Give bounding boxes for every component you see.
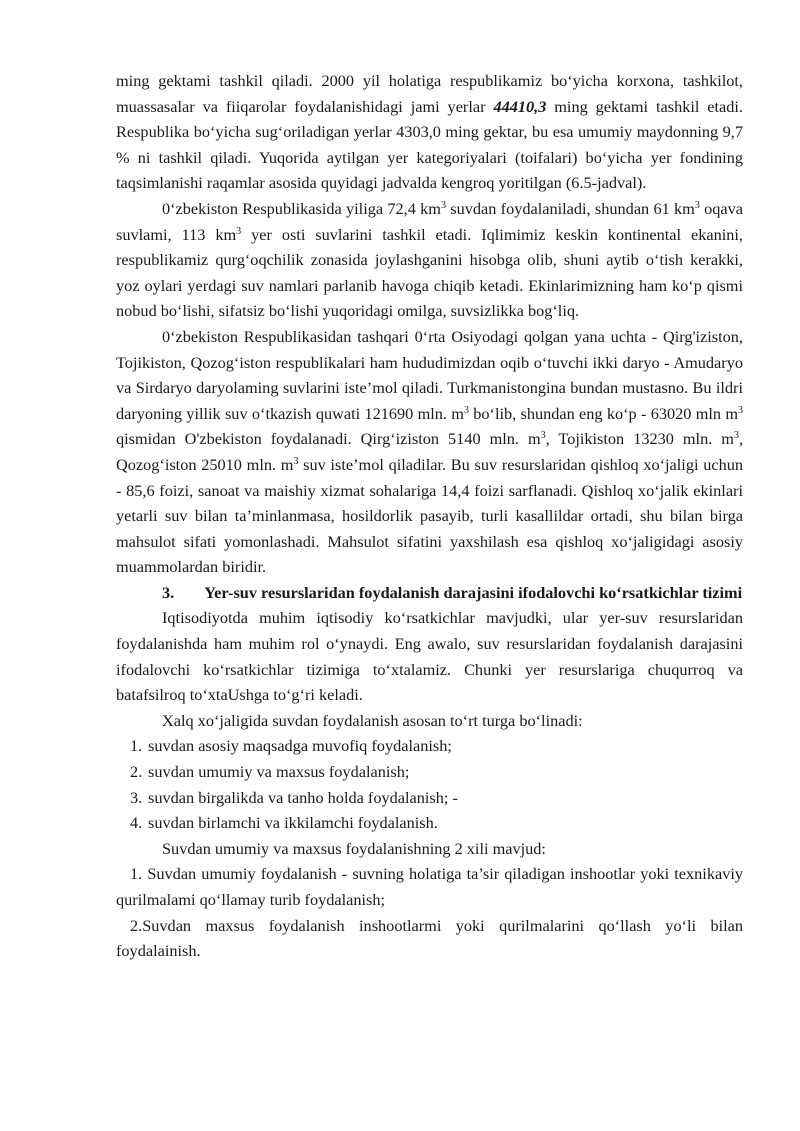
superscript: 3 — [733, 430, 739, 442]
list-number: 1. — [130, 736, 143, 756]
list-text: suvdan birlamchi va ikkilamchi foydalanish. — [148, 813, 438, 833]
list-item — [116, 733, 743, 759]
paragraph-2 — [116, 196, 743, 324]
superscript: 3 — [694, 199, 700, 211]
text-run: ming gektami tashkil qiladi. 2000 yil holatiga respublikamiz bo‘yicha korxona, tashkilot, muassasalar va fiiqarolar foydalanishidagi jami yerlar — [116, 71, 743, 116]
list-text: suvdan umumiy va maxsus foydalanish; — [148, 762, 410, 782]
list-number: 1. — [130, 864, 143, 884]
superscript: 3 — [540, 430, 546, 442]
superscript: 3 — [738, 404, 743, 416]
superscript: 3 — [463, 404, 469, 416]
paragraph-3 — [116, 324, 743, 580]
list-number: 2. — [130, 915, 143, 935]
section-title: Yer-suv resurslaridan foydalanish darajasini ifodalovchi ko‘rsatkichlar tizimi — [204, 582, 743, 602]
superscript: 3 — [293, 455, 299, 467]
text-run: , Tojikiston 13230 mln. m — [545, 429, 734, 449]
list-item — [116, 861, 743, 912]
list-item — [116, 759, 743, 785]
section-number: 3. — [162, 582, 175, 602]
list-number: 3. — [130, 787, 143, 807]
usage-types-list — [116, 733, 743, 835]
text-run: 0‘zbekiston Respublikasidan tashqari 0‘rta Osiyodagi qolgan yana uchta - Qirg'iziston, Tojikiston, Qozog‘iston respublikalari ham hududimizdan oqib o‘tuvchi ikki daryo - Amudaryo va Sirdaryo daryolaming suvlarini iste’mol qiladi. Turkmanistongina bundan mustasno. Bu ildri daryoning yillik suv o‘tkazish quwati 121690 mln. m — [116, 326, 743, 423]
list-text: suvdan birgalikda va tanho holda foydalanish; - — [148, 787, 458, 807]
text-run: yer osti suvlarini tashkil etadi. Iqlimimiz keskin kontinental ekanini, respublikamiz qurg‘oqchilik zonasida joylashganini hisobga olib, shuni aytib o‘tish kerakki, yoz oylari yerdagi suv namlari parlanib havoga chiqib ketadi. Ekinlarimizning ham ko‘p qismi nobud bo‘lishi, sifatsiz bo‘lishi yuqoridagi omilga, suvsizlikka bog‘liq. — [116, 224, 743, 321]
superscript: 3 — [440, 199, 446, 211]
text-run: qismidan O'zbekiston foydalanadi. Qirg‘iziston 5140 mln. m — [116, 429, 541, 449]
list-number: 4. — [130, 813, 143, 833]
text-run: ming gektami tashkil etadi. Respublika bo‘yicha sug‘oriladigan yerlar 4303,0 ming gektar, bu esa umumiy maydonning 9,7 % ni tashkil qiladi. Yuqorida aytilgan yer kategoriyalari (toifalari) bo‘yicha yer fondining taqsimlanishi raqamlar asosida quyidagi jadvalda kengroq yoritilgan (6.5-jadval). — [116, 96, 744, 193]
list-item — [116, 785, 743, 811]
usage-kinds-list — [116, 861, 743, 963]
paragraph-4: Iqtisodiyotda muhim iqtisodiy ko‘rsatkichlar mavjudki, ular yer-suv resurslaridan foydalanishda ham muhim rol o‘ynaydi. Eng awalo, suv resurslaridan foydalanish darajasini ifodalovchi ko‘rsatkichlar tizimiga to‘xtalamiz. Chunki yer resurslariga chuqurroq va batafsilroq to‘xtaUshga to‘g‘ri keladi. — [116, 608, 743, 705]
list-number: 2. — [130, 762, 143, 782]
text-run: 0‘zbekiston Respublikasida yiliga 72,4 km — [162, 198, 441, 218]
list-item — [116, 810, 743, 836]
text-run: suvdan foydalaniladi, shundan 61 km — [445, 198, 695, 218]
text-run: bo‘lib, shundan eng ko‘p - 63020 mln m — [468, 403, 738, 423]
list-text: Suvdan maxsus foydalanish inshootlarmi yoki qurilmalarini qo‘llash yo‘li bilan foydalainish. — [116, 915, 743, 961]
list-text: suvdan asosiy maqsadga muvofiq foydalanish; — [148, 736, 452, 756]
text-run: , Qozog‘iston 25010 mln. m — [116, 429, 744, 474]
paragraph-1 — [116, 68, 743, 196]
text-run: oqava suvlami, 113 km — [116, 198, 744, 244]
superscript: 3 — [236, 225, 242, 237]
section-heading — [116, 580, 743, 606]
bold-figure: 44410,3 — [493, 96, 547, 116]
list-text: Suvdan umumiy foydalanish - suvning holatiga ta’sir qiladigan inshootlar yoki texnikaviy qurilmalami qo‘llamay turib foydalanish; — [116, 864, 743, 909]
list-item — [116, 913, 743, 964]
paragraph-5: Xalq xo‘jaligida suvdan foydalanish asosan to‘rt turga bo‘linadi: — [162, 710, 583, 730]
document-page — [116, 68, 743, 964]
paragraph-6: Suvdan umumiy va maxsus foydalanishning 2 xili mavjud: — [162, 838, 546, 858]
text-run: suv iste’mol qiladilar. Bu suv resurslaridan qishloq xo‘jaligi uchun - 85,6 foizi, sanoat va maishiy xizmat sohalariga 14,4 foizi sarflanadi. Qishloq xo‘jalik ekinlari yetarli suv bilan ta’minlanmasa, hosildorlik pasayib, turli kasallildar ortadi, shu bilan birga mahsulot sifati yomonlashadi. Mahsulot sifatini yaxshilash esa qishloq xo‘jaligidagi asosiy muammolardan biridir. — [116, 454, 744, 577]
